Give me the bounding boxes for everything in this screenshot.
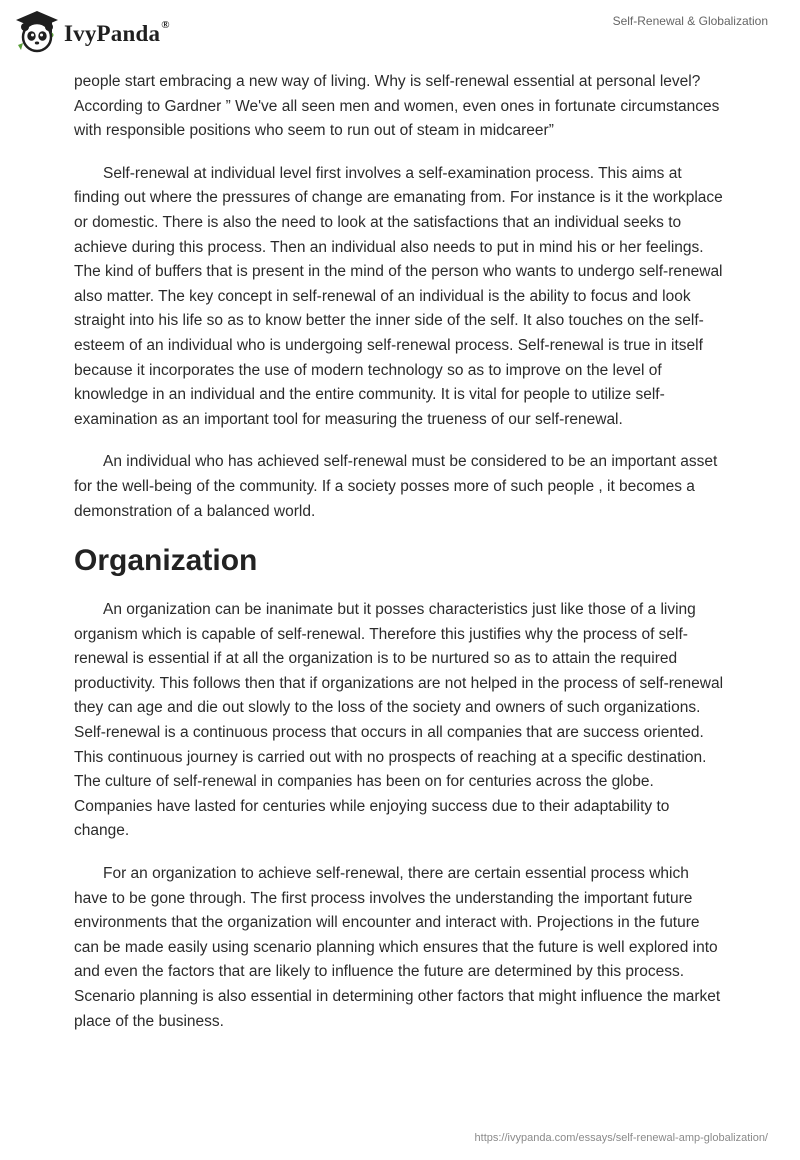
- ivypanda-logo[interactable]: [14, 9, 170, 55]
- document-title: Self-Renewal & Globalization: [612, 14, 768, 28]
- paragraph: An individual who has achieved self-renewal must be considered to be an important asset for the well-being of the community. If a society posses more of such people , it becomes a demonstration of a balanced world.: [74, 453, 718, 520]
- paragraph: people start embracing a new way of living. Why is self-renewal essential at personal level? According to Gardner ” We've all seen men and women, even ones in fortunate circumstances with responsible positions who seem to run out of steam in midcareer”: [74, 73, 720, 140]
- paragraph: For an organization to achieve self-renewal, there are certain essential process which have to be gone through. The first process involves the understanding the important future environments that the organization will encounter and interact with. Projections in the future can be made easily using scenario planning which ensures that the future is well explored into and even the factors that are likely to influence the future are determined by this process. Scenario planning is also essential in determining other factors that might influence the market place of the business.: [74, 865, 721, 1030]
- registered-mark: ®: [161, 19, 170, 32]
- source-url[interactable]: https://ivypanda.com/essays/self-renewal-amp-globalization/: [474, 1132, 768, 1144]
- panda-graduate-icon: [14, 9, 60, 55]
- logo-wordmark: IvyPanda®: [64, 19, 170, 46]
- section-heading-organization: Organization: [74, 544, 258, 578]
- paragraph: An organization can be inanimate but it posses characteristics just like those of a living organism which is capable of self-renewal. Therefore this justifies why the process of self-renewal is essential if at all the organization is to be nurtured so as to attain the required productivity. This follows then that if organizations are not helped in the process of self-renewal they can age and die out slowly to the loss of the society and owners of such organizations. Self-renewal is a continuous process that occurs in all companies that are success oriented. This continuous journey is carried out with no prospects of reaching at a specific destination. The culture of self-renewal in companies has been on for centuries across the globe. Companies have lasted for centuries while enjoying success due to their adaptability to change.: [74, 601, 724, 840]
- paragraph: Self-renewal at individual level first involves a self-examination process. This aims at finding out where the pressures of change are emanating from. For instance is it the workplace or domestic. There is also the need to look at the satisfactions that an individual seeks to achieve during this process. Then an individual also needs to put in mind his or her feelings. The kind of buffers that is present in the mind of the person who wants to undergo self-renewal also matter. The key concept in self-renewal of an individual is the ability to focus and look straight into his life so as to know better the inner side of the self. It also touches on the self-esteem of an individual who is undergoing self-renewal process. Self-renewal is true in itself because it incorporates the use of modern technology so as to improve on the level of knowledge in an individual and the entire community. It is vital for people to utilize self-examination as an important tool for measuring the trueness of our self-renewal.: [74, 164, 723, 428]
- page-header: [0, 0, 800, 70]
- essay-body: [74, 70, 726, 1052]
